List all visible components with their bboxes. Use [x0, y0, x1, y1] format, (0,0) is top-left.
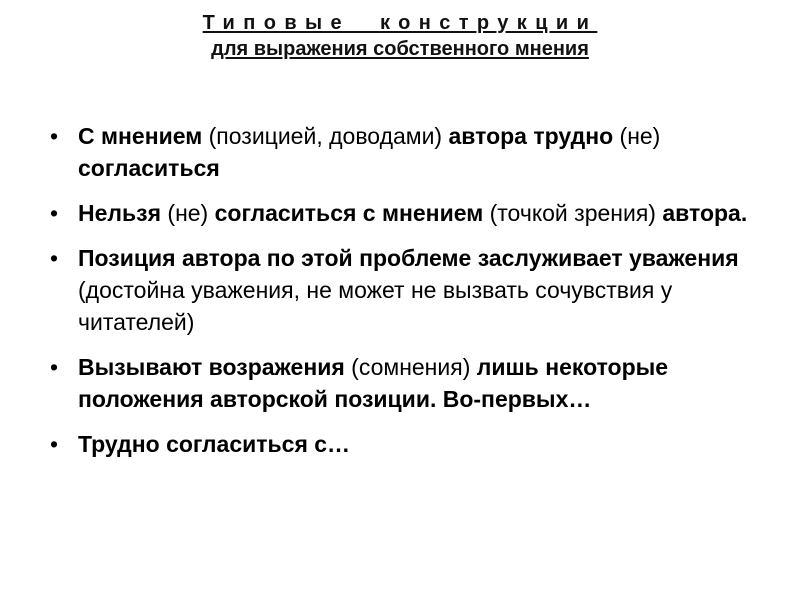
bullet-text-normal: (не): [619, 123, 661, 149]
bullet-text-bold: Позиция автора по этой проблеме заслуживает уважения: [78, 245, 739, 271]
bullet-text-bold: Вызывают возражения: [78, 354, 352, 380]
bullet-item: [50, 242, 760, 338]
bullet-text-bold: лишь некоторые положения авторской позиции. Во-первых…: [78, 354, 669, 412]
bullet-text-normal: (достойна уважения, не может не вызвать сочувствия у читателей): [78, 277, 673, 335]
bullet-item: [50, 197, 760, 229]
bullet-text-bold: Нельзя: [78, 200, 168, 226]
bullet-text-bold: Трудно согласиться с…: [78, 431, 351, 457]
slide-title: [0, 10, 800, 62]
bullet-list: [50, 120, 760, 473]
bullet-dot-icon: •: [50, 245, 59, 271]
bullet-dot-icon: •: [50, 123, 59, 149]
title-line-1: Типовые конструкции: [202, 12, 598, 34]
bullet-dot-icon: •: [50, 354, 59, 380]
bullet-text-normal: (точкой зрения): [489, 200, 663, 226]
bullet-item: [50, 351, 760, 415]
bullet-text-normal: (не): [167, 200, 215, 226]
bullet-text-normal: (сомнения): [351, 354, 477, 380]
bullet-text-bold: С мнением: [78, 123, 209, 149]
bullet-text-bold: согласиться с мнением: [214, 200, 490, 226]
bullet-text-bold: автора трудно: [448, 123, 620, 149]
title-line-2: для выражения собственного мнения: [211, 38, 589, 60]
bullet-dot-icon: •: [50, 431, 59, 457]
bullet-item: [50, 120, 760, 184]
bullet-text-bold: автора.: [662, 200, 748, 226]
bullet-item: [50, 428, 760, 460]
bullet-text-bold: согласиться: [78, 155, 220, 181]
bullet-text-normal: (позицией, доводами): [208, 123, 449, 149]
bullet-dot-icon: •: [50, 200, 59, 226]
